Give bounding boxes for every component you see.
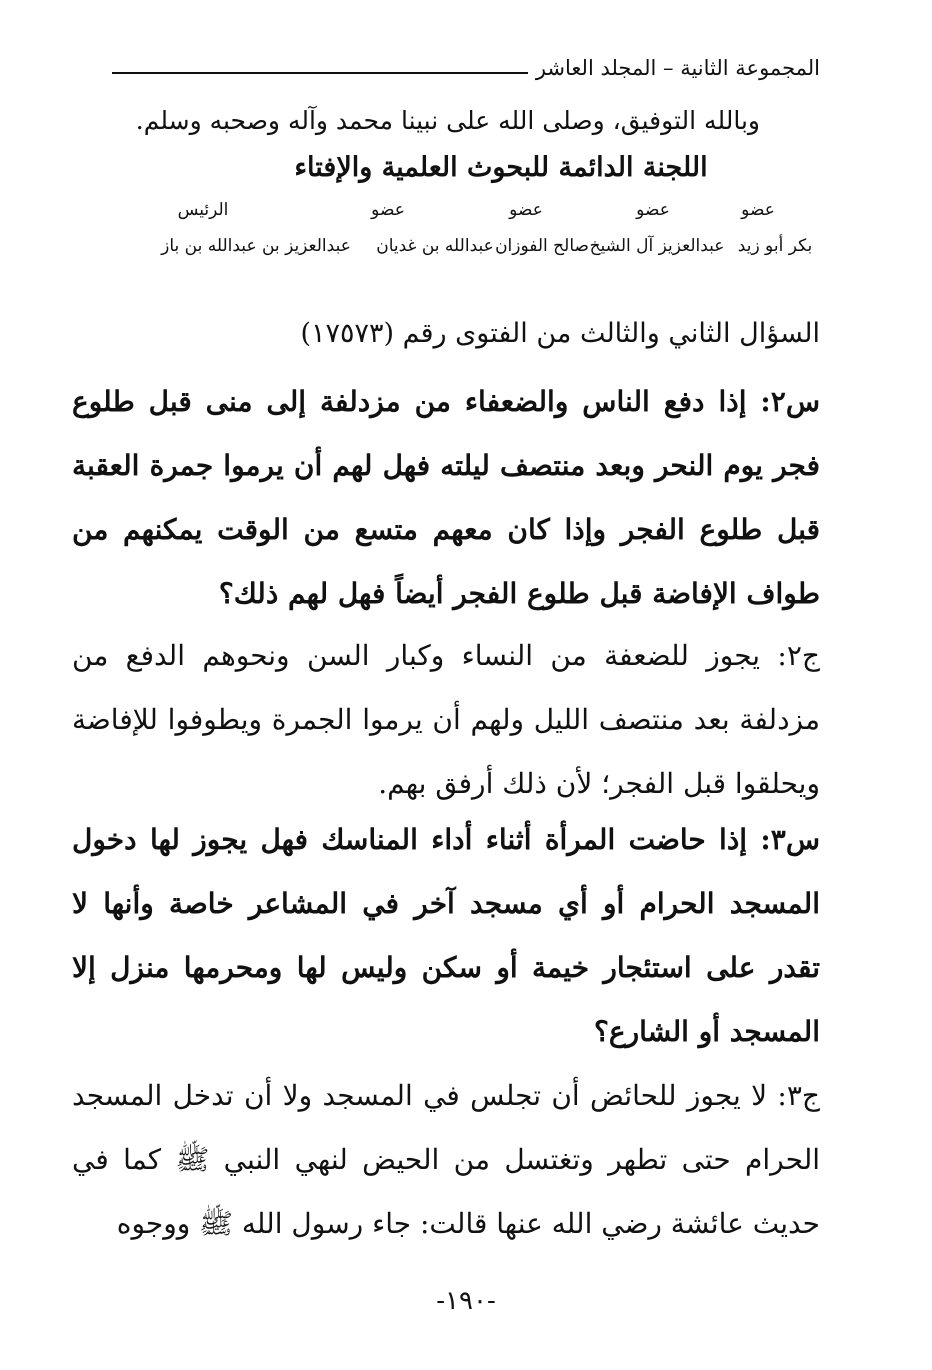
question-2: س٢: إذا دفع الناس والضعفاء من مزدلفة إلى منى قبل طلوع فجر يوم النحر وبعد منتصف ليلته فهل لهم أن يرموا جمرة العقبة قبل طلوع الفجر وإذا كان معهم متسع من الوقت يمكنهم من طواف الإفاضة قبل طلوع الفجر أيضاً فهل لهم ذلك؟ bbox=[72, 385, 821, 610]
committee-name-text: اللجنة الدائمة للبحوث العلمية والإفتاء bbox=[294, 152, 708, 183]
signatory-name: صالح الفوزان bbox=[495, 236, 589, 256]
running-header bbox=[112, 50, 820, 90]
closing-line: وبالله التوفيق، وصلى الله على نبينا محمد وآله وصحبه وسلم. bbox=[135, 106, 760, 135]
signatory-role: عضو bbox=[741, 200, 775, 220]
question-3: س٣: إذا حاضت المرأة أثناء أداء المناسك فهل يجوز لها دخول المسجد الحرام أو أي مسجد آخر في المشاعر خاصة وأنها لا تقدر على استئجار خيمة أو سكن وليس لها ومحرمها منزل إلا المسجد أو الشارع؟ bbox=[72, 823, 821, 1048]
signatory-role: عضو bbox=[636, 200, 670, 220]
signatory-name: عبدالعزيز آل الشيخ bbox=[589, 236, 725, 256]
running-title: المجموعة الثانية – المجلد العاشر bbox=[528, 56, 820, 80]
signatory-name: عبدالعزيز بن عبدالله بن باز bbox=[161, 236, 351, 256]
signatory-name: عبدالله بن غديان bbox=[376, 236, 494, 256]
signatory-role: عضو bbox=[371, 200, 405, 220]
signatory-roles bbox=[112, 200, 820, 230]
signatory-role: الرئيس bbox=[177, 200, 229, 220]
section-heading: السؤال الثاني والثالث من الفتوى رقم (١٧٥٧٣) bbox=[300, 318, 820, 349]
answer-3: ج٣: لا يجوز للحائض أن تجلس في المسجد ولا أن تدخل المسجد الحرام حتى تطهر وتغتسل من الحيض لنهي النبي ﷺ كما في حديث عائشة رضي الله عنها قالت: جاء رسول الله ﷺ ووجوه bbox=[72, 1079, 820, 1240]
answer-2: ج٢: يجوز للضعفة من النساء وكبار السن ونحوهم الدفع من مزدلفة بعد منتصف الليل ولهم أن يرموا الجمرة ويطوفوا للإفاضة ويحلقوا قبل الفجر؛ لأن ذلك أرفق بهم. bbox=[72, 639, 820, 800]
committee-name bbox=[0, 152, 932, 183]
page-number: -١٩٠- bbox=[436, 1286, 496, 1316]
signatory-role: عضو bbox=[509, 200, 543, 220]
signatory-name: بكر أبو زيد bbox=[737, 236, 813, 256]
signatory-names bbox=[112, 236, 820, 266]
